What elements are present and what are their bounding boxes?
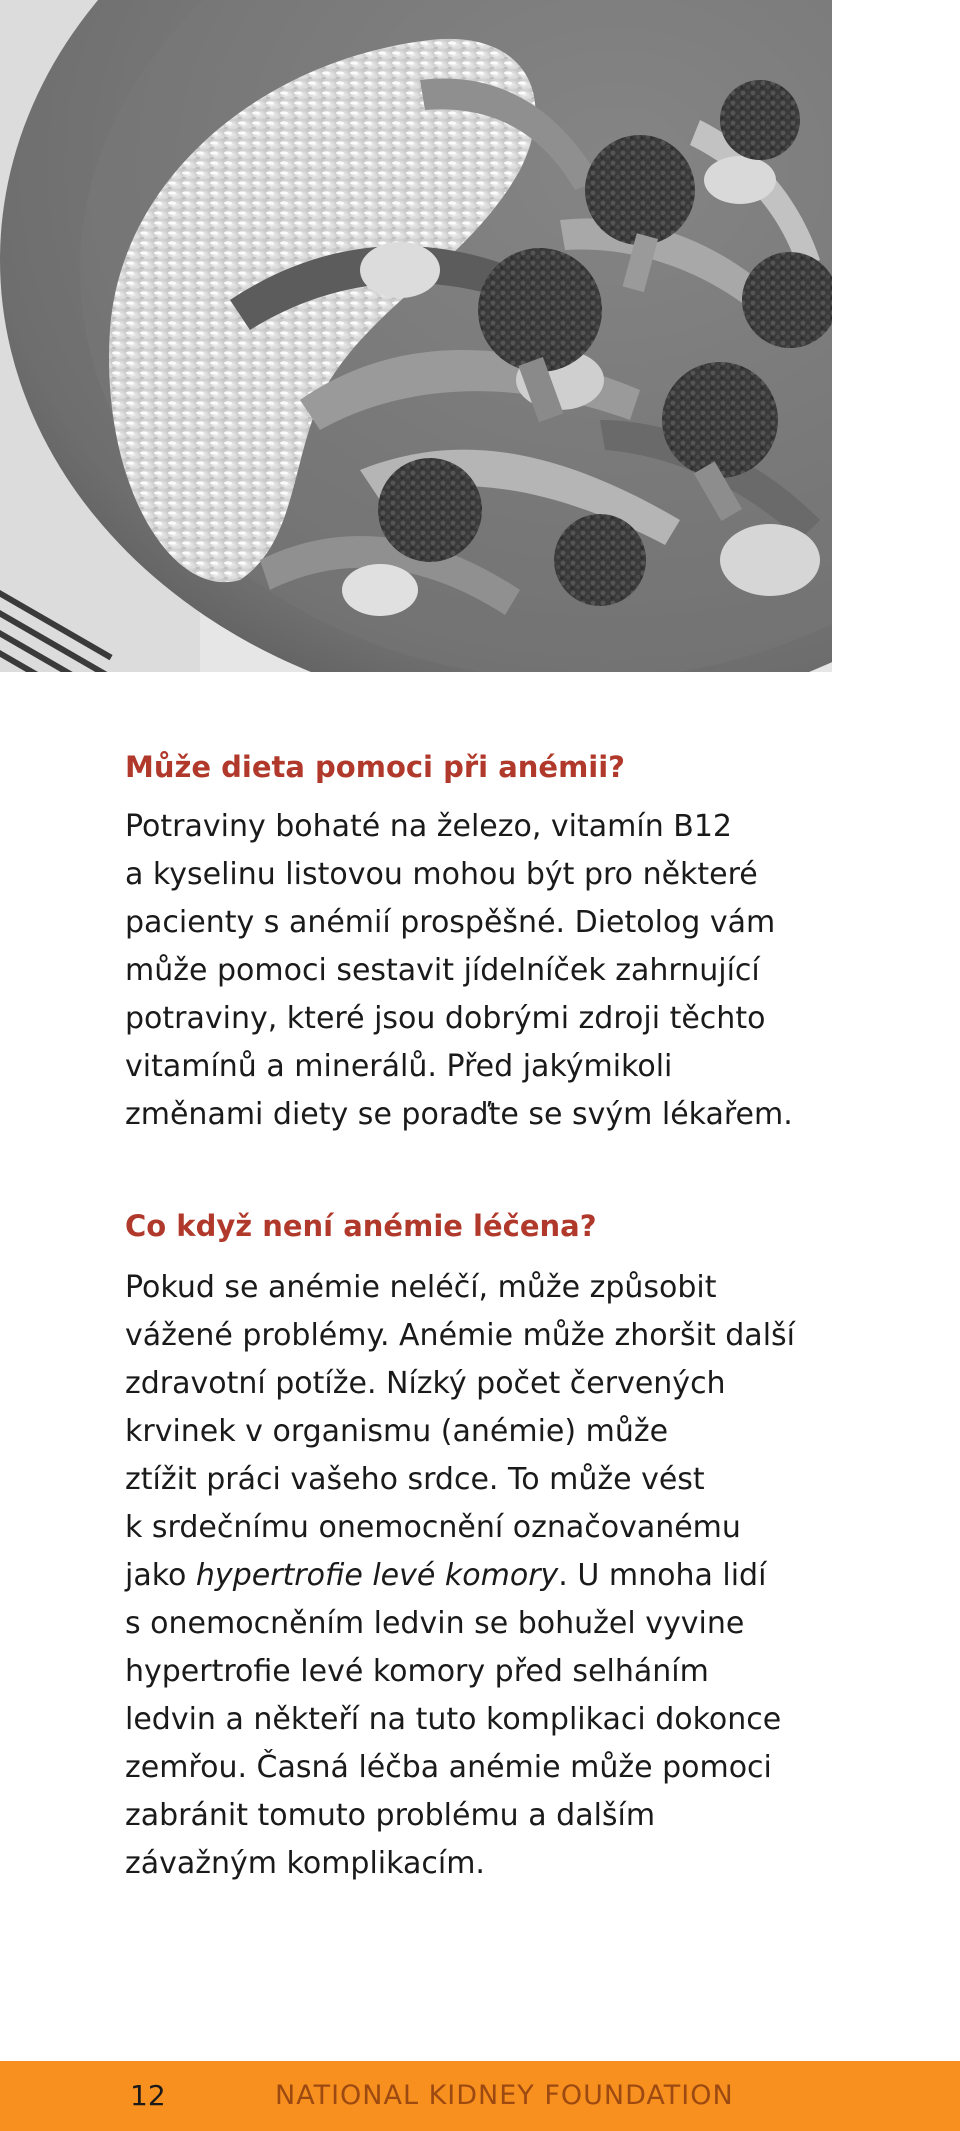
text-fragment: jako xyxy=(125,1558,196,1593)
text-line: k srdečnímu onemocnění označovanému xyxy=(125,1510,741,1545)
rice-and-vegetables-plate-image xyxy=(0,0,832,672)
text-line: potraviny, které jsou dobrými zdroji těchto xyxy=(125,1001,766,1036)
page-number: 12 xyxy=(130,2079,166,2112)
text-line: ztížit práci vašeho srdce. To může vést xyxy=(125,1462,705,1497)
text-line: Potraviny bohaté na železo, vitamín B12 xyxy=(125,809,733,844)
text-line: pacienty s anémií prospěšné. Dietolog vám xyxy=(125,905,776,940)
text-line: s onemocněním ledvin se bohužel vyvine xyxy=(125,1606,745,1641)
text-line: závažným komplikacím. xyxy=(125,1846,485,1881)
text-line: krvinek v organismu (anémie) může xyxy=(125,1414,669,1449)
food-photo xyxy=(0,0,832,672)
text-fragment: . U mnoha lidí xyxy=(558,1558,767,1593)
text-line: zemřou. Časná léčba anémie může pomoci xyxy=(125,1750,772,1785)
footer-bar xyxy=(0,2061,960,2131)
paragraph-diet xyxy=(125,803,845,1139)
text-line: hypertrofie levé komory před selháním xyxy=(125,1654,709,1689)
section-heading-untreated-anemia: Co když není anémie léčena? xyxy=(125,1209,597,1243)
organization-name: NATIONAL KIDNEY FOUNDATION xyxy=(275,2080,734,2111)
text-line: vážené problémy. Anémie může zhoršit další xyxy=(125,1318,795,1353)
section-heading-diet: Může dieta pomoci při anémii? xyxy=(125,750,625,784)
text-line: zabránit tomuto problému a dalším xyxy=(125,1798,656,1833)
text-line-with-term xyxy=(125,1552,845,1600)
paragraph-untreated-anemia xyxy=(125,1264,845,1888)
text-line: Pokud se anémie neléčí, může způsobit xyxy=(125,1270,717,1305)
text-line: může pomoci sestavit jídelníček zahrnující xyxy=(125,953,760,988)
text-line: ledvin a někteří na tuto komplikaci dokonce xyxy=(125,1702,782,1737)
text-line: zdravotní potíže. Nízký počet červených xyxy=(125,1366,726,1401)
text-line: změnami diety se poraďte se svým lékařem. xyxy=(125,1097,793,1132)
medical-term: hypertrofie levé komory xyxy=(195,1558,559,1593)
text-line: a kyselinu listovou mohou být pro některé xyxy=(125,857,758,892)
text-line: vitamínů a minerálů. Před jakýmikoli xyxy=(125,1049,673,1084)
